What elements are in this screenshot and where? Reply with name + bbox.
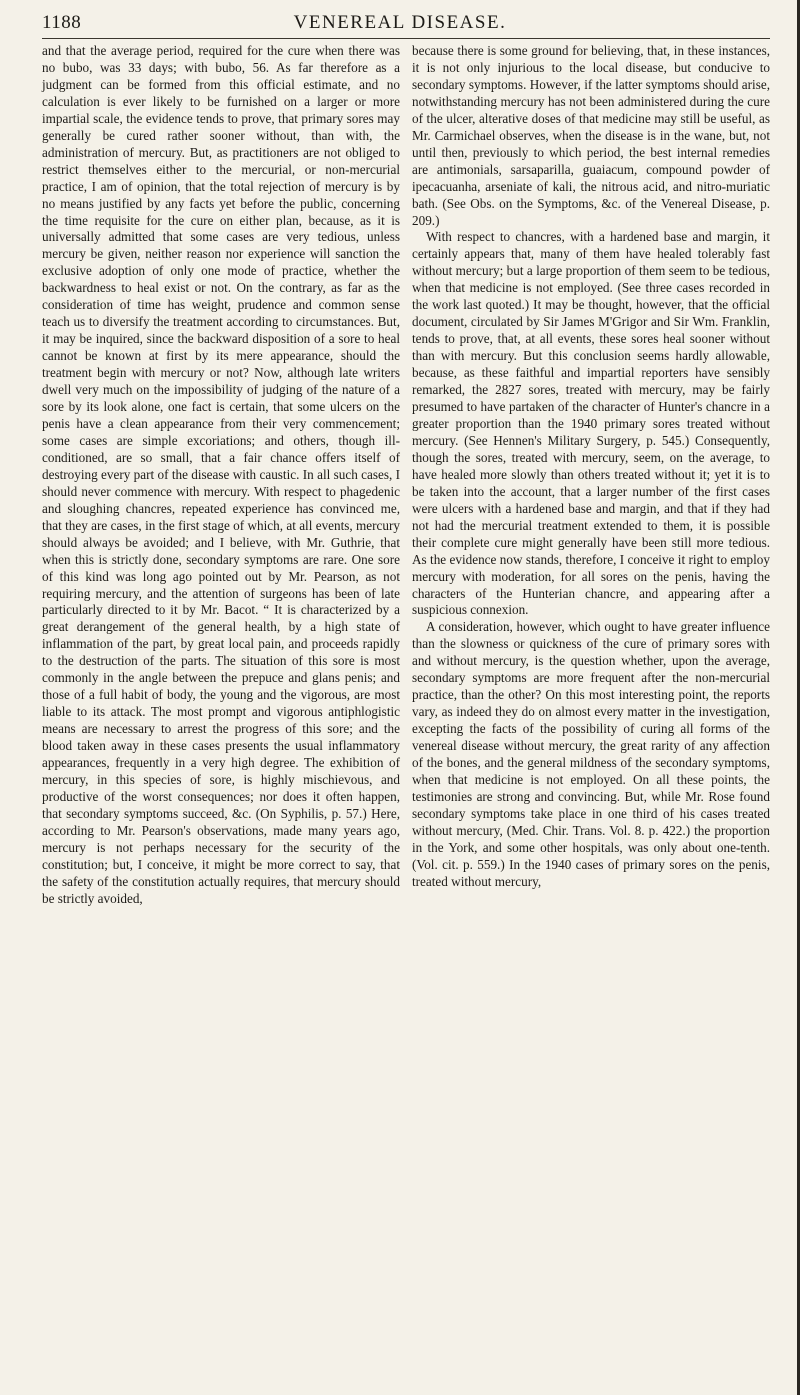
paragraph: A consideration, however, which ought to have greater influence than the slowness or quickness of the cure of primary sores with and without mercury, is the question whether, upon the average, secondary symptoms are more frequent after the non-mercurial practice, than the other? On this most interesting point, the reports vary, as indeed they do on almost every matter in the investigation, excepting the facts of the possibility of curing all forms of the venereal disease without mercury, the great rarity of any affection of the bones, and the general mildness of the secondary symptoms, when that medicine is not employed. On all these points, the testimonies are strong and convincing. But, while Mr. Rose found secondary symptoms take place in one third of his cases treated without mercury, (Med. Chir. Trans. Vol. 8. p. 422.) the proportion in the York, and some other hospitals, was only about one-tenth. (Vol. cit. p. 559.) In the 1940 cases of primary sores on the penis, treated without mercury, [412,619,770,889]
left-column [42,43,400,908]
page-number: 1188 [42,12,82,33]
paragraph: With respect to chancres, with a hardened base and margin, it certainly appears that, many of them have healed tolerably fast without mercury; but a large proportion of them seem to be tedious, when that medicine is not employed. (See three cases recorded in the work last quoted.) It may be thought, however, that the official document, circulated by Sir James M'Grigor and Sir Wm. Franklin, tends to prove, that, at all events, these sores heal sooner without than with mercury. But this conclusion seems hardly allowable, because, as these faithful and impartial reporters have sensibly remarked, the 2827 sores, treated with mercury, may be fairly presumed to have partaken of the character of Hunter's chancre in a greater proportion than the 1940 primary sores treated without mercury. (See Hennen's Military Surgery, p. 545.) Consequently, though the sores, treated with mercury, seem, on the average, to have healed more slowly than others treated without it; yet it is to be taken into the account, that a larger number of the first cases were ulcers with a hardened base and margin, and that if they had not had the mercurial treatment extended to them, it is possible their complete cure might generally have been still more tedious. As the evidence now stands, therefore, I conceive it right to employ mercury with moderation, for all sores on the penis, having the characters of the Hunterian chancre, and appearing after a suspicious connexion. [412,229,770,618]
running-title: VENEREAL DISEASE. [293,12,507,33]
paragraph: and that the average period, required for the cure when there was no bubo, was 33 days; with bubo, 56. As far therefore as a judgment can be formed from this official estimate, and no calculation is ever likely to be furnished on a larger or more impartial scale, the evidence tends to prove, that primary sores may generally be cured rather sooner without, than with, the administration of mercury. But, as practitioners are not obliged to restrict themselves either to the mercurial, or non-mercurial practice, I am of opinion, that the total rejection of mercury is by no means justified by any facts yet before the public, concerning the time requisite for the cure on either plan, because, as it is universally admitted that some cases are very tedious, unless mercury be given, neither reason nor experience will sanction the exclusive adoption of only one mode of practice, whether the backwardness to heal exist or not. On the contrary, as far as the consideration of time has weight, prudence and common sense teach us to diversify the treatment according to circumstances. But, it may be inquired, since the backward disposition of a sore to heal cannot be known at first by its mere appearance, should the treatment begin with mercury or not? Now, although late writers dwell very much on the impossibility of judging of the nature of a sore by its look alone, one fact is certain, that some ulcers on the penis have a clean appearance from their very commencement; some cases are simple excoriations; and others, though ill-conditioned, are so small, that a fair chance offers itself of destroying every part of the disease with caustic. In all such cases, I should never commence with mercury. With respect to phagedenic and sloughing chancres, repeated experience has convinced me, that they are cases, in the first stage of which, at all events, mercury should always be avoided; and I believe, with Mr. Guthrie, that when this is strictly done, secondary symptoms are rare. One sore of this kind was long ago pointed out by Mr. Pearson, as not requiring mercury, and the attention of surgeons has been of late particularly directed to it by Mr. Bacot. “ It is characterized by a great derangement of the general health, by a high state of inflammation of the part, by great local pain, and proceeds rapidly to the destruction of the parts. The situation of this sore is most commonly in the angle between the prepuce and glans penis; and those of a full habit of body, the young and the vigorous, are most liable to its attack. The most prompt and vigorous antiphlogistic means are necessary to arrest the progress of this sore; and the blood taken away in these cases presents the usual inflammatory appearances, frequently in a very high degree. The exhibition of mercury, in this species of sore, is highly mischievous, and productive of the worst consequences; nor does it often happen, that secondary symptoms succeed, &c. (On Syphilis, p. 57.) Here, according to Mr. Pearson's observations, made many years ago, mercury is not perhaps necessary for the security of the constitution; but, I conceive, it might be more correct to say, that the safety of the constitution actually requires, that mercury should be strictly avoided, [42,43,400,906]
paragraph: because there is some ground for believing, that, in these instances, it is not only injurious to the local disease, but conducive to secondary symptoms. However, if the latter symptoms should arise, notwithstanding mercury has not been administered during the cure of the ulcer, alterative doses of that medicine may still be useful, as Mr. Carmichael observes, when the disease is in the wane, but, not until then, previously to which period, the best internal remedies are antimonials, sarsaparilla, guaiacum, compound powder of ipecacuanha, arseniate of kali, the nitrous acid, and nitro-muriatic bath. (See Obs. on the Symptoms, &c. of the Venereal Disease, p. 209.) [412,43,770,228]
header-rule [42,38,770,39]
page-header [0,12,800,40]
right-column [412,43,770,891]
